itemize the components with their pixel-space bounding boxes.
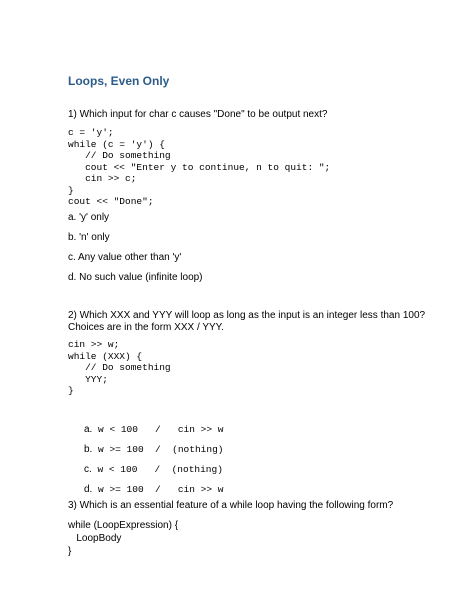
question-1-code-line: cout << "Enter y to continue, n to quit: "; <box>68 161 331 173</box>
question-3-prompt: 3) Which is an essential feature of a while loop having the following form? <box>68 500 394 511</box>
question-1-option-b: b. 'n' only <box>68 232 110 243</box>
page-title: Loops, Even Only <box>68 74 170 88</box>
question-2-code-line: } <box>68 385 74 396</box>
option-label: b. <box>84 444 93 455</box>
question-1-option-a: a. 'y' only <box>68 212 110 223</box>
question-1-code-line: cin >> c; <box>68 173 137 184</box>
question-1-code-line: } <box>68 184 74 196</box>
question-2-code-line: while (XXX) { <box>68 350 143 362</box>
question-1-code-line: cout << "Done"; <box>68 196 154 207</box>
question-3-code-line: } <box>68 546 72 557</box>
question-1-code-line: c = 'y'; <box>68 127 114 138</box>
option-label: a. <box>84 424 93 435</box>
option-code: w < 100 / (nothing) <box>91 464 223 475</box>
question-2-code-line: cin >> w; <box>68 339 120 350</box>
question-1-prompt: 1) Which input for char c causes "Done" to be output next? <box>68 109 328 120</box>
question-1-code-line: while (c = 'y') { <box>68 138 165 150</box>
question-1-option-d: d. No such value (infinite loop) <box>68 272 203 283</box>
option-code: w < 100 / cin >> w <box>92 424 224 435</box>
question-1-code-line: // Do something <box>68 150 171 161</box>
option-code: w >= 100 / (nothing) <box>92 444 224 455</box>
question-2-prompt-line-2: Choices are in the form XXX / YYY. <box>68 322 224 333</box>
question-1-option-c: c. Any value other than 'y' <box>68 252 182 263</box>
option-label: c. <box>84 464 92 475</box>
question-3-code-line: while (LoopExpression) { <box>68 520 179 531</box>
question-3-code-line: LoopBody <box>68 533 122 544</box>
question-2-code-line: YYY; <box>68 373 108 385</box>
option-label: d. <box>84 484 93 495</box>
question-2-prompt-line-1: 2) Which XXX and YYY will loop as long as the input is an integer less than 100? <box>68 310 426 321</box>
question-2-code-line: // Do something <box>68 362 171 373</box>
option-code: w >= 100 / cin >> w <box>92 484 224 495</box>
